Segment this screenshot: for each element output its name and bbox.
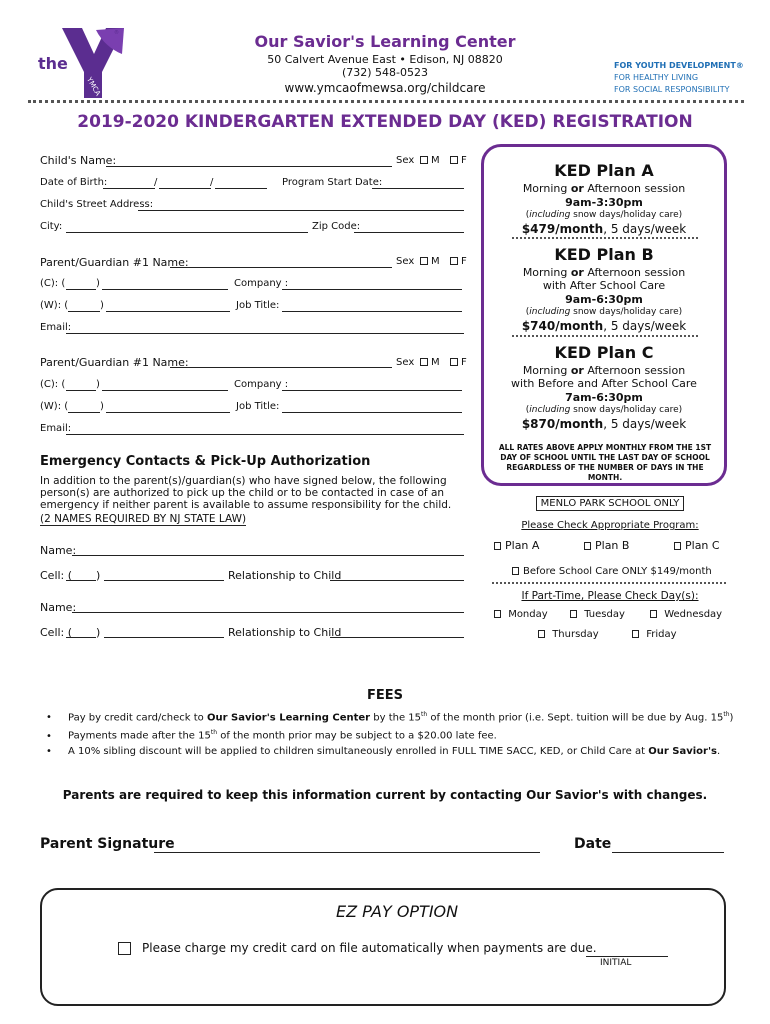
m-label: M bbox=[431, 357, 440, 368]
fee1-end: ) bbox=[729, 712, 734, 724]
parent2-cell-field[interactable] bbox=[102, 390, 228, 391]
parent1-email-field[interactable] bbox=[66, 333, 464, 334]
tagline-health: FOR HEALTHY LIVING bbox=[614, 73, 699, 82]
ezpay-title: EZ PAY OPTION bbox=[336, 902, 459, 921]
ezpay-initial-label: INITIAL bbox=[600, 958, 632, 968]
contact1-cell-close: ) bbox=[96, 569, 101, 582]
contact2-cell-label: Cell: ( bbox=[40, 626, 73, 639]
plan-box bbox=[481, 144, 727, 486]
checkbox-monday[interactable] bbox=[494, 610, 501, 618]
contact1-relationship-label: Relationship to Child bbox=[228, 569, 342, 582]
ezpay-initial-field[interactable] bbox=[586, 956, 668, 957]
wednesday-label: Wednesday bbox=[664, 609, 723, 620]
price-rest: , 5 days/week bbox=[603, 222, 687, 236]
day-tuesday[interactable] bbox=[570, 609, 625, 620]
parent1-sex-m[interactable] bbox=[420, 256, 440, 267]
note-open: ( bbox=[525, 307, 530, 317]
update-notice: Parents are required to keep this information current by contacting Our Savior's with changes. bbox=[62, 788, 708, 802]
parent2-jobtitle-field[interactable] bbox=[282, 412, 462, 413]
fee-item-3: • A 10% sibling discount will be applied to children simultaneously enrolled in FULL TIME SACC, KED, or Child Care at Our Savior's. bbox=[46, 745, 721, 757]
checkbox-m[interactable] bbox=[420, 257, 428, 265]
contact1-relationship-field[interactable] bbox=[330, 580, 464, 581]
plan-divider-2 bbox=[512, 335, 698, 337]
parent1-cell-label: (C): ( bbox=[40, 278, 66, 289]
fee2-post: of the month prior may be subject to a $20.00 late fee. bbox=[217, 730, 497, 742]
ymca-logo bbox=[36, 24, 126, 100]
tagline-youth: FOR YOUTH DEVELOPMENT® bbox=[614, 61, 744, 70]
menlo-check-program: Please Check Appropriate Program: bbox=[521, 520, 699, 531]
plan-c-hours: 7am-6:30pm bbox=[565, 391, 643, 404]
fee1-mid: by the 15 bbox=[370, 712, 422, 724]
note-em: including bbox=[529, 210, 571, 220]
fee3-pre: A 10% sibling discount will be applied to children simultaneously enrolled in FULL TIME SACC, KED, or Child Care at bbox=[68, 745, 649, 757]
checkbox-plan-c[interactable] bbox=[674, 542, 681, 550]
checkbox-f[interactable] bbox=[450, 358, 458, 366]
zip-field[interactable] bbox=[354, 232, 464, 233]
parent2-name-field[interactable] bbox=[170, 367, 392, 368]
parent1-sex-label: Sex bbox=[396, 256, 415, 267]
fees-heading: FEES bbox=[366, 688, 403, 703]
parent1-cell-field[interactable] bbox=[102, 289, 228, 290]
emergency-text: In addition to the parent(s)/guardian(s) who have signed below, the following person(s) are authorized to pick up the child or to be contacted in case of an emergency if neither parent is available to assume responsibility for the child. bbox=[40, 475, 452, 511]
svg-text:®: ® bbox=[114, 30, 119, 36]
fee1-bold: Our Savior's Learning Center bbox=[206, 712, 371, 724]
parent2-company-label: Company : bbox=[234, 379, 289, 390]
m-label: M bbox=[431, 256, 440, 267]
menlo-divider bbox=[492, 582, 726, 584]
session-or: or bbox=[570, 182, 584, 195]
dob-sep-2: / bbox=[210, 177, 214, 188]
contact1-name-label: Name: bbox=[40, 544, 77, 557]
contact2-relationship-label: Relationship to Child bbox=[228, 626, 342, 639]
contact2-name-field[interactable] bbox=[72, 612, 464, 613]
parent1-jobtitle-field[interactable] bbox=[282, 311, 462, 312]
contact2-cell-field[interactable] bbox=[104, 637, 224, 638]
parent1-work-label: (W): ( bbox=[40, 300, 69, 311]
note-rest: snow days/holiday care) bbox=[570, 405, 683, 415]
fee-item-1: • Pay by credit card/check to Our Savior's Learning Center by the 15th of the month prior (i.e. Sept. tuition will be due by Aug. 15th) bbox=[46, 711, 734, 724]
checkbox-thursday[interactable] bbox=[538, 630, 545, 638]
monday-label: Monday bbox=[508, 609, 548, 620]
tuesday-label: Tuesday bbox=[584, 609, 625, 620]
note-em: including bbox=[529, 405, 571, 415]
session-pre: Morning bbox=[522, 364, 571, 377]
parent1-company-label: Company : bbox=[234, 278, 289, 289]
ezpay-checkbox[interactable] bbox=[118, 942, 131, 955]
note-rest: snow days/holiday care) bbox=[570, 307, 683, 317]
contact1-cell-field[interactable] bbox=[104, 580, 224, 581]
plan-c-extra: with Before and After School Care bbox=[511, 377, 697, 390]
session-pre: Morning bbox=[522, 266, 571, 279]
day-thursday[interactable] bbox=[538, 629, 599, 640]
parent2-email-label: Email: bbox=[40, 423, 72, 434]
parent2-cell-label: (C): ( bbox=[40, 379, 66, 390]
parent2-company-field[interactable] bbox=[282, 390, 462, 391]
fee-item-2: • Payments made after the 15th of the month prior may be subject to a $20.00 late fee. bbox=[46, 729, 497, 742]
parent-signature-field[interactable] bbox=[154, 852, 540, 853]
contact2-cell-close: ) bbox=[96, 626, 101, 639]
note-open: ( bbox=[525, 405, 530, 415]
dob-month-field[interactable] bbox=[103, 188, 155, 189]
checkbox-wednesday[interactable] bbox=[650, 610, 657, 618]
logo-the-text: the bbox=[38, 54, 68, 73]
plan-b-session bbox=[484, 266, 724, 279]
emergency-required: (2 NAMES REQUIRED BY NJ STATE LAW) bbox=[40, 513, 247, 525]
parent1-work-close: ) bbox=[100, 300, 104, 311]
street-field[interactable] bbox=[138, 210, 464, 211]
m-label: M bbox=[431, 155, 440, 166]
plan-a-note bbox=[484, 210, 724, 220]
parent2-work-label: (W): ( bbox=[40, 401, 69, 412]
dob-day-field[interactable] bbox=[159, 188, 211, 189]
plan-c-label: Plan C bbox=[685, 539, 720, 552]
plan-c-title: KED Plan C bbox=[554, 343, 654, 362]
menlo-before-care[interactable] bbox=[512, 566, 712, 577]
dob-year-field[interactable] bbox=[215, 188, 267, 189]
session-or: or bbox=[570, 364, 584, 377]
start-date-field[interactable] bbox=[372, 188, 464, 189]
org-address: 50 Calvert Avenue East • Edison, NJ 08820 bbox=[267, 53, 503, 66]
session-post: Afternoon session bbox=[583, 364, 686, 377]
menlo-plan-b[interactable] bbox=[584, 539, 629, 552]
child-sex-label: Sex bbox=[396, 155, 415, 166]
checkbox-f[interactable] bbox=[450, 156, 458, 164]
plan-divider-1 bbox=[512, 237, 698, 239]
menlo-plan-c[interactable] bbox=[674, 539, 720, 552]
contact2-relationship-field[interactable] bbox=[330, 637, 464, 638]
header-org bbox=[240, 32, 530, 95]
parent1-company-field[interactable] bbox=[282, 289, 462, 290]
parent2-work-area-field[interactable] bbox=[68, 412, 100, 413]
contact2-name-label: Name: bbox=[40, 601, 77, 614]
date-label: Date bbox=[574, 836, 612, 852]
plan-a-label: Plan A bbox=[505, 539, 540, 552]
org-website[interactable]: www.ymcaofmewsa.org/childcare bbox=[284, 81, 486, 95]
session-post: Afternoon session bbox=[583, 266, 686, 279]
org-name: Our Savior's Learning Center bbox=[254, 32, 516, 51]
f-label: F bbox=[461, 256, 467, 267]
session-or: or bbox=[570, 266, 584, 279]
checkbox-plan-b[interactable] bbox=[584, 542, 591, 550]
price-value: $479/month bbox=[521, 222, 604, 236]
plan-b-hours: 9am-6:30pm bbox=[565, 293, 643, 306]
before-care-label: Before School Care ONLY $149/month bbox=[523, 566, 712, 577]
fee1-sup2: th bbox=[723, 711, 730, 718]
parent2-cell-close: ) bbox=[96, 379, 100, 390]
menlo-school-box: MENLO PARK SCHOOL ONLY bbox=[536, 496, 684, 511]
thursday-label: Thursday bbox=[552, 629, 599, 640]
parent1-email-label: Email: bbox=[40, 322, 72, 333]
session-post: Afternoon session bbox=[583, 182, 686, 195]
ezpay-box bbox=[40, 888, 726, 1006]
fee1-sup: th bbox=[421, 711, 428, 718]
price-value: $740/month bbox=[521, 319, 604, 333]
plan-c-session bbox=[484, 364, 724, 377]
price-value: $870/month bbox=[521, 417, 604, 431]
friday-label: Friday bbox=[646, 629, 677, 640]
checkbox-m[interactable] bbox=[420, 156, 428, 164]
fees-list bbox=[46, 707, 746, 759]
parent1-name-label: Parent/Guardian #1 Name: bbox=[40, 256, 189, 269]
plan-a-price bbox=[484, 222, 724, 236]
street-label: Child's Street Address: bbox=[40, 199, 154, 210]
fee2-pre: Payments made after the 15 bbox=[68, 730, 211, 742]
plan-c bbox=[484, 343, 724, 431]
note-em: including bbox=[529, 307, 571, 317]
page-title: 2019-2020 KINDERGARTEN EXTENDED DAY (KED) REGISTRATION bbox=[77, 112, 693, 132]
plan-c-price bbox=[484, 417, 724, 431]
parent-signature-label: Parent Signature bbox=[40, 836, 175, 852]
logo-ymca-text: YMCA bbox=[85, 76, 102, 98]
parent2-sex-f[interactable] bbox=[450, 357, 467, 368]
parent2-email-field[interactable] bbox=[66, 434, 464, 435]
f-label: F bbox=[461, 155, 467, 166]
checkbox-friday[interactable] bbox=[632, 630, 639, 638]
price-rest: , 5 days/week bbox=[603, 417, 687, 431]
dob-sep-1: / bbox=[154, 177, 158, 188]
plan-a-hours: 9am-3:30pm bbox=[565, 196, 643, 209]
plan-b-note bbox=[484, 307, 724, 317]
parent1-jobtitle-label: Job Title: bbox=[236, 300, 280, 311]
org-phone: (732) 548-0523 bbox=[341, 66, 429, 79]
zip-label: Zip Code: bbox=[312, 221, 361, 232]
plan-b-label: Plan B bbox=[595, 539, 630, 552]
plan-b-title: KED Plan B bbox=[554, 245, 654, 264]
f-label: F bbox=[461, 357, 467, 368]
note-open: ( bbox=[525, 210, 530, 220]
checkbox-m[interactable] bbox=[420, 358, 428, 366]
checkbox-f[interactable] bbox=[450, 257, 458, 265]
fee3-bold: Our Savior's bbox=[648, 745, 717, 757]
parent2-work-field[interactable] bbox=[106, 412, 230, 413]
plan-a-session bbox=[484, 182, 724, 195]
ezpay-text: Please charge my credit card on file automatically when payments are due. bbox=[142, 941, 597, 955]
menlo-part-time: If Part-Time, Please Check Day(s): bbox=[521, 590, 699, 602]
parent1-name-field[interactable] bbox=[170, 267, 392, 268]
date-field[interactable] bbox=[612, 852, 724, 853]
start-date-label: Program Start Date: bbox=[282, 177, 383, 188]
child-sex-f[interactable] bbox=[450, 155, 467, 166]
plan-c-note bbox=[484, 405, 724, 415]
parent1-work-area-field[interactable] bbox=[68, 311, 100, 312]
tagline-social: FOR SOCIAL RESPONSIBILITY bbox=[614, 85, 730, 94]
tagline bbox=[614, 60, 754, 96]
contact1-cell-area-field[interactable] bbox=[66, 580, 96, 581]
plan-b bbox=[484, 245, 724, 333]
plan-a-title: KED Plan A bbox=[554, 161, 654, 180]
parent2-cell-area-field[interactable] bbox=[66, 390, 96, 391]
parent2-sex-label: Sex bbox=[396, 357, 415, 368]
city-label: City: bbox=[40, 221, 63, 232]
emergency-heading: Emergency Contacts & Pick-Up Authorization bbox=[40, 454, 371, 469]
child-name-label: Child's Name: bbox=[40, 154, 117, 167]
child-sex-m[interactable] bbox=[420, 155, 440, 166]
fee1-post: of the month prior (i.e. Sept. tuition will be due by Aug. 15 bbox=[427, 712, 724, 724]
parent1-cell-close: ) bbox=[96, 278, 100, 289]
city-field[interactable] bbox=[66, 232, 308, 233]
parent1-work-field[interactable] bbox=[106, 311, 230, 312]
fee1-pre: Pay by credit card/check to bbox=[68, 712, 207, 724]
price-rest: , 5 days/week bbox=[603, 319, 687, 333]
plan-b-price bbox=[484, 319, 724, 333]
parent2-sex-m[interactable] bbox=[420, 357, 440, 368]
parent1-cell-area-field[interactable] bbox=[66, 289, 96, 290]
note-rest: snow days/holiday care) bbox=[570, 210, 683, 220]
day-monday[interactable] bbox=[494, 609, 548, 620]
menlo-plan-a[interactable] bbox=[494, 539, 539, 552]
fee3-end: . bbox=[716, 745, 721, 757]
checkbox-plan-a[interactable] bbox=[494, 542, 501, 550]
day-friday[interactable] bbox=[632, 629, 677, 640]
checkbox-tuesday[interactable] bbox=[570, 610, 577, 618]
parent2-work-close: ) bbox=[100, 401, 104, 412]
parent2-jobtitle-label: Job Title: bbox=[236, 401, 280, 412]
checkbox-before-care[interactable] bbox=[512, 567, 519, 575]
rates-note: ALL RATES ABOVE APPLY MONTHLY FROM THE 1ST DAY OF SCHOOL UNTIL THE LAST DAY OF SCHOOL REGARDLESS OF THE NUMBER OF DAYS IN THE MONTH. bbox=[498, 443, 712, 482]
session-pre: Morning bbox=[522, 182, 571, 195]
plan-a bbox=[484, 161, 724, 236]
contact1-cell-label: Cell: ( bbox=[40, 569, 73, 582]
fee2-sup: th bbox=[210, 729, 218, 737]
parent2-name-label: Parent/Guardian #1 Name: bbox=[40, 356, 189, 369]
dob-label: Date of Birth: bbox=[40, 177, 108, 188]
contact2-cell-area-field[interactable] bbox=[66, 637, 96, 638]
header-divider bbox=[28, 100, 744, 103]
day-wednesday[interactable] bbox=[650, 609, 722, 620]
contact1-name-field[interactable] bbox=[72, 555, 464, 556]
plan-b-extra: with After School Care bbox=[542, 279, 666, 292]
parent1-sex-f[interactable] bbox=[450, 256, 467, 267]
child-name-field[interactable] bbox=[106, 166, 392, 167]
